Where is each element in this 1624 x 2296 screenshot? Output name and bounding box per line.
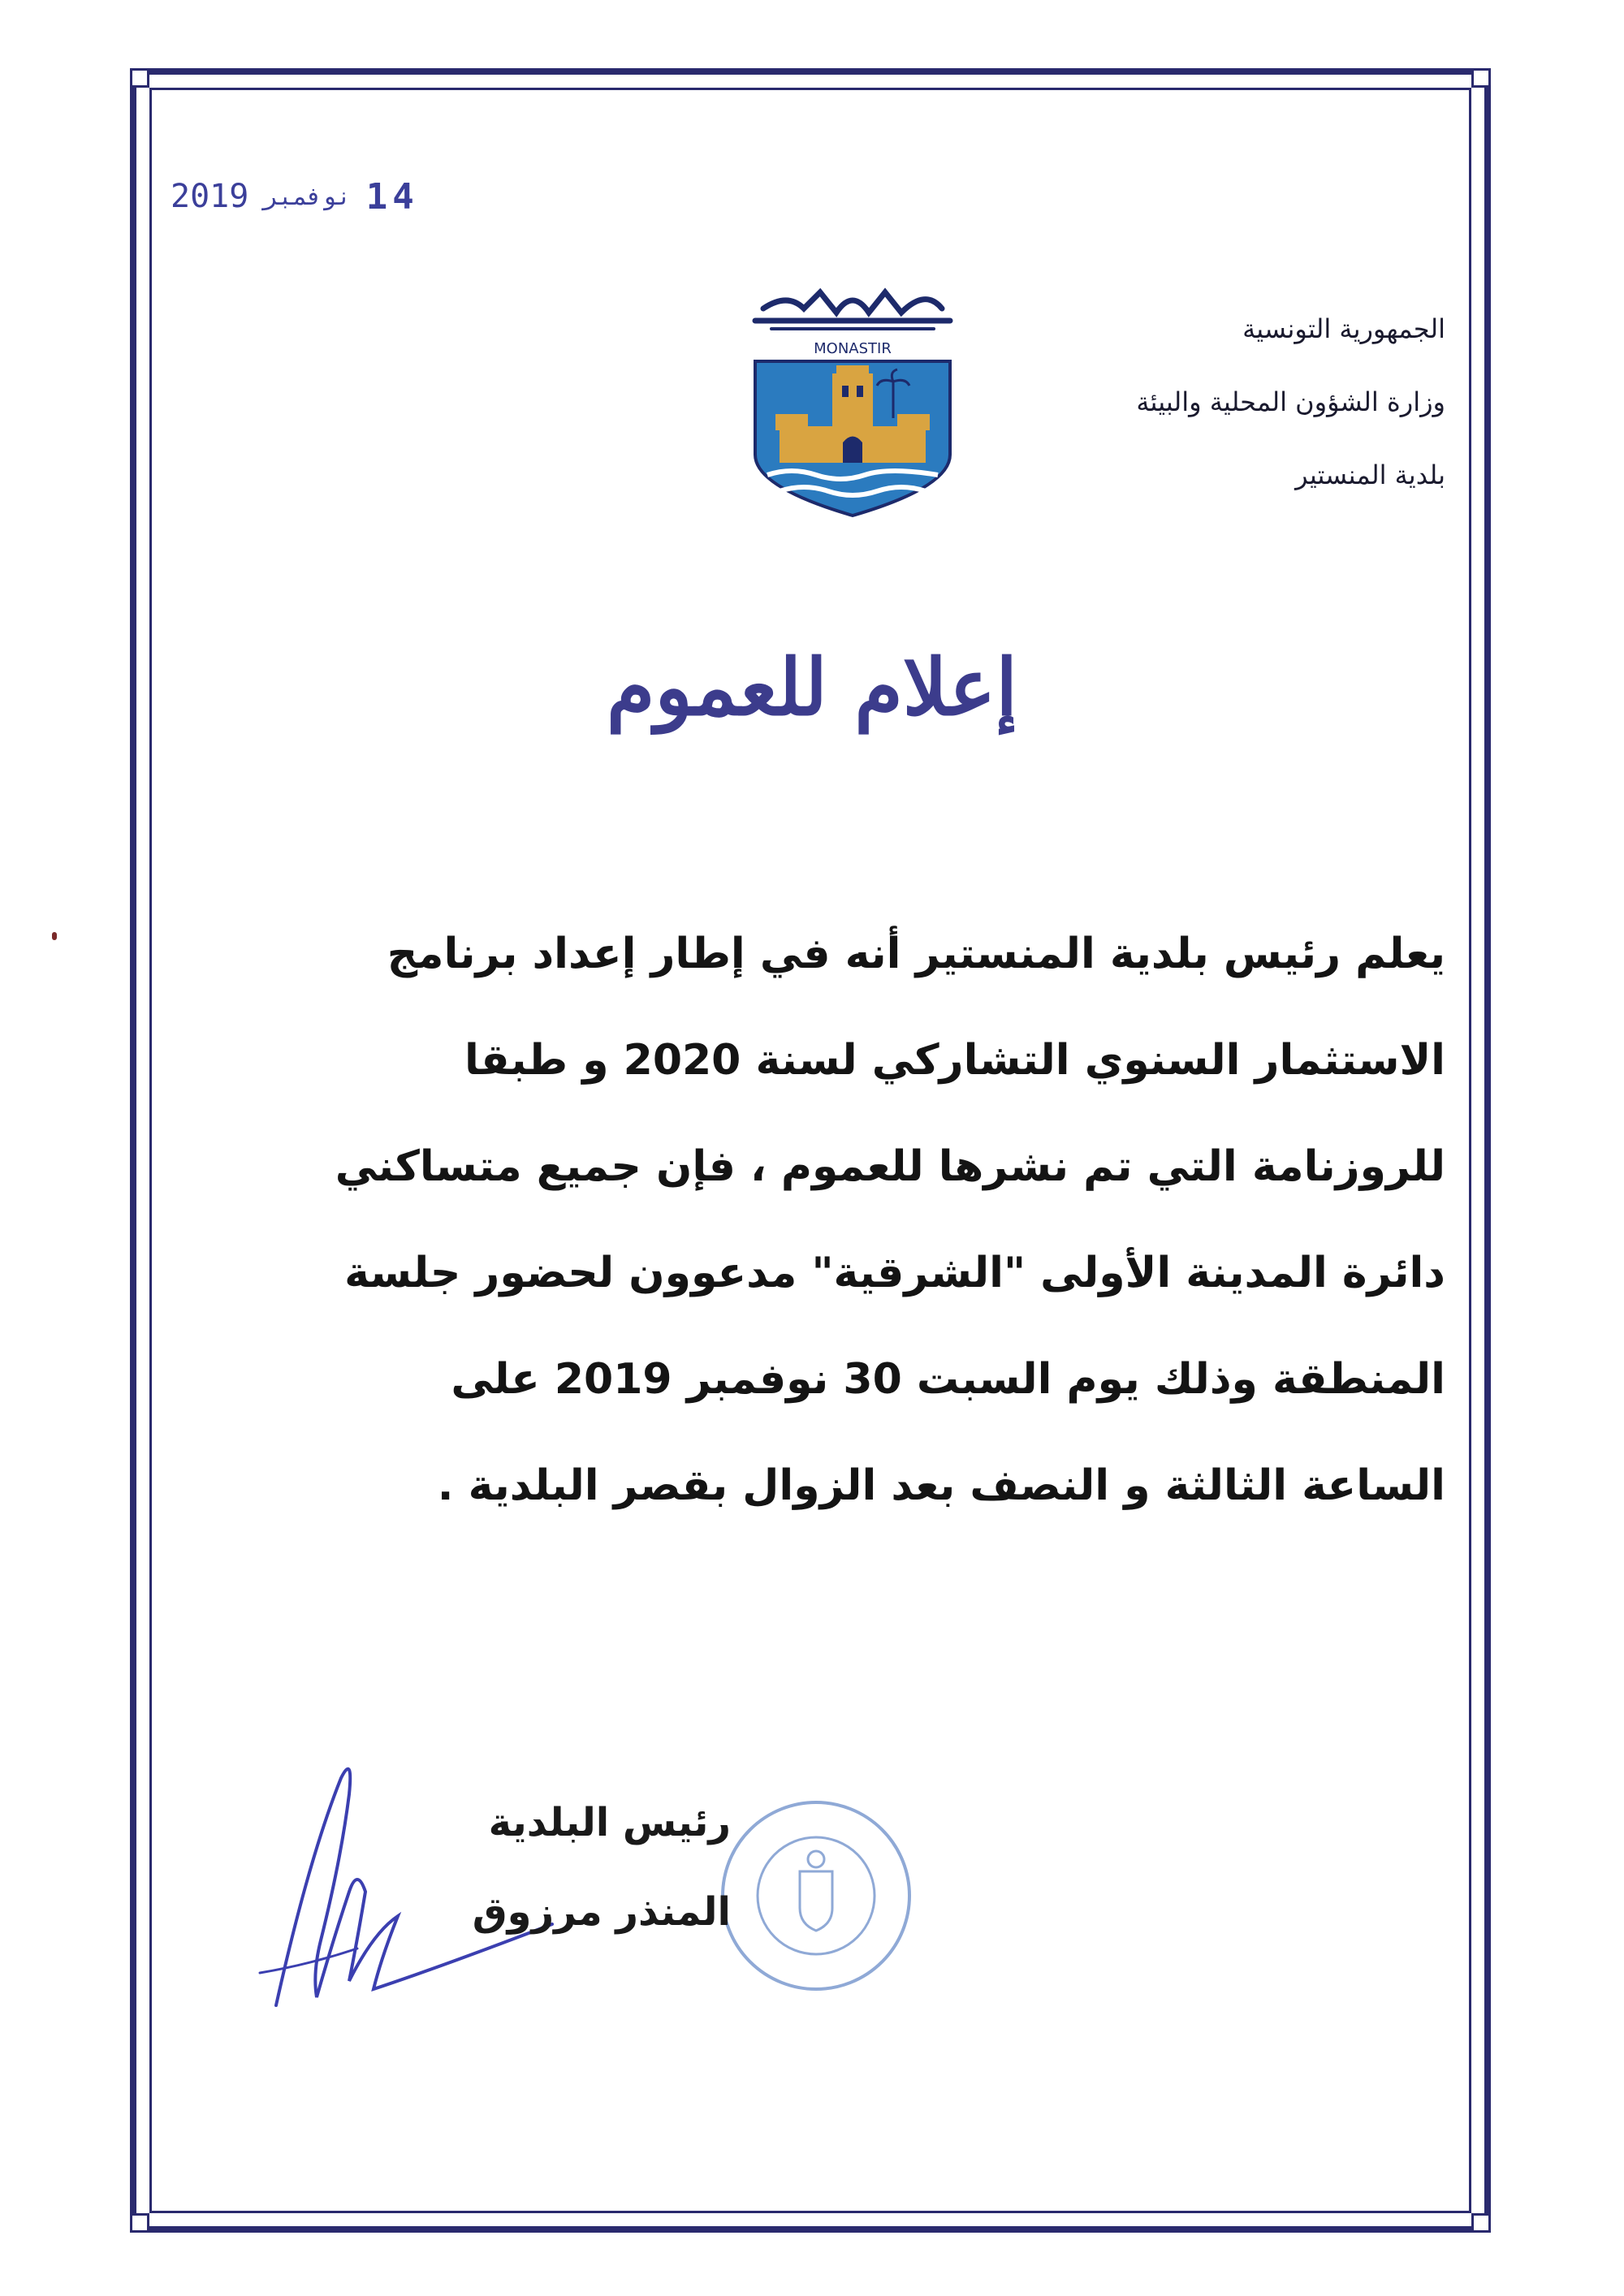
body-line: الساعة الثالثة و النصف بعد الزوال بقصر البلدية .: [437, 1461, 1445, 1510]
border-corner-bottom-right: [1471, 2213, 1491, 2233]
border-corner-bottom-left: [130, 2213, 149, 2233]
signatory-role: رئيس البلدية: [488, 1800, 731, 1845]
date-stamp-day: 14: [365, 175, 419, 218]
border-corner-top-right: [1471, 68, 1491, 88]
body-line: الاستثمار السنوي التشاركي لسنة 2020 و طبقا: [464, 1036, 1445, 1085]
body-line: للروزنامة التي تم نشرها للعموم ، فإن جميع متساكني: [335, 1142, 1445, 1191]
body-line: يعلم رئيس بلدية المنستير أنه في إطار إعداد برنامج: [387, 930, 1445, 978]
page-title: إعلام للعموم: [607, 641, 1017, 733]
letterhead: [926, 292, 1445, 511]
letterhead-ministry: وزارة الشؤون المحلية والبيئة: [1136, 386, 1445, 417]
crest-calligraphy: [755, 292, 950, 329]
body-line: المنطقة وذلك يوم السبت 30 نوفمبر 2019 على: [451, 1355, 1445, 1404]
body-line: دائرة المدينة الأولى "الشرقية" مدعوون لحضور جلسة: [344, 1249, 1445, 1297]
letterhead-municipality: بلدية المنستير: [1295, 460, 1445, 490]
official-seal-stamp: [715, 1794, 918, 1997]
announcement-body: [292, 901, 1445, 1539]
monastir-crest-logo: [731, 276, 974, 520]
crest-label: MONASTIR: [814, 340, 892, 357]
letterhead-republic: الجمهورية التونسية: [1242, 313, 1445, 344]
border-corner-top-left: [130, 68, 149, 88]
date-stamp-year: 2019: [171, 178, 249, 215]
signature-block: [341, 1778, 731, 1957]
date-stamp-month: نوفمبر: [263, 182, 352, 211]
date-stamp: [171, 172, 419, 221]
signatory-name: المنذر مرزوق: [472, 1889, 731, 1935]
paper-speck: [52, 932, 57, 940]
crest-shield: [755, 361, 950, 516]
